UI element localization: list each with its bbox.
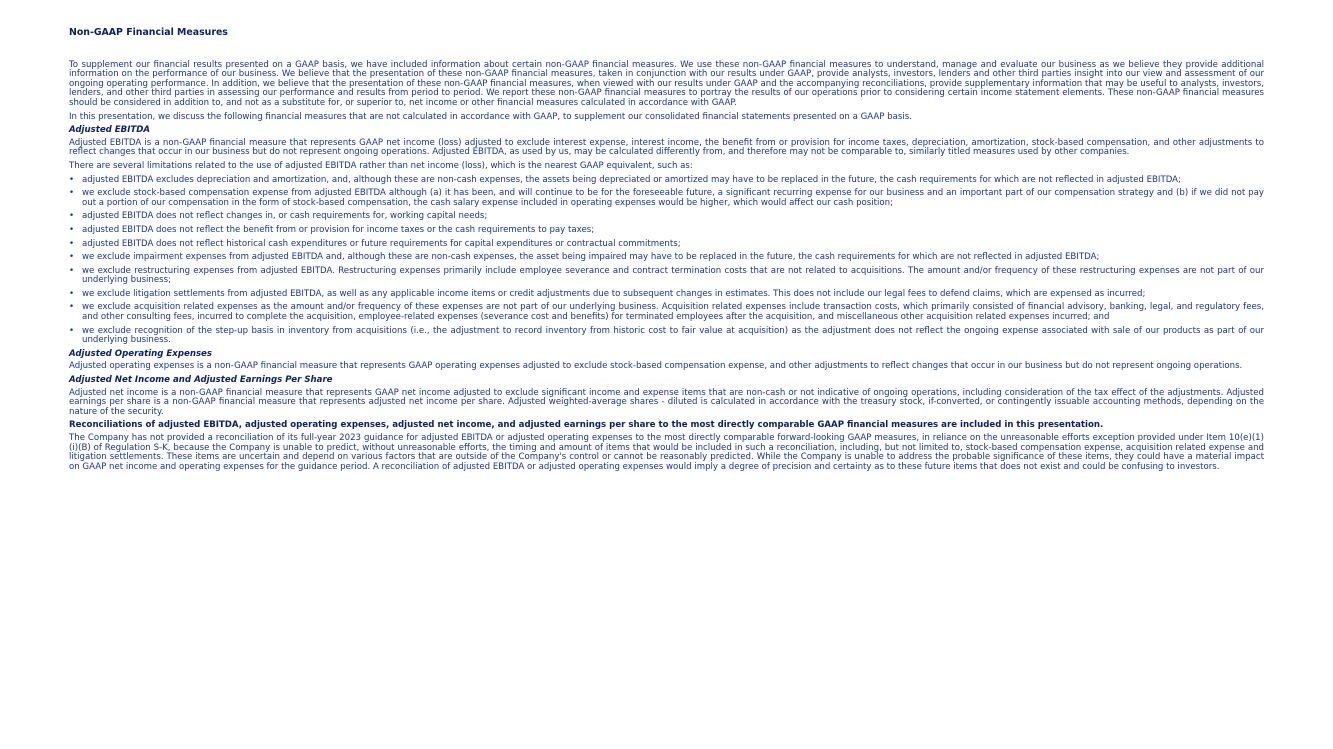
ebitda-limitations-intro: There are several limitations related to the use of adjusted EBITDA rather than net income (loss), which is the nearest GAAP equivalent, such as:	[69, 160, 693, 171]
guidance-paragraph: The Company has not provided a reconciliation of its full-year 2023 guidance for adjusted EBITDA or adjusted operating expenses to the most directly comparable forward-looking GAAP measures, in reliance on the unreasonable efforts exception provided under Item 10(e)(1)(i)(B) of Regulation S-K, because the Company is unable to predict, without unreasonable efforts, the timing and amount of items that would be included in such a reconciliation, including, but not limited to, stock-based compensation expense, acquisition related expense and litigation settlements. These items are uncertain and depend on various factors that are outside of the Company's control or cannot be reasonably predicted. While the Company is unable to address the probable significance of these items, they could have a material impact on GAAP net income and operating expenses for the guidance period. A reconciliation of adjusted EBITDA or adjusted operating expenses would imply a degree of precision and certainty as to these future items that does not exist and could be confusing to investors.	[69, 433, 1264, 472]
page-title: Non-GAAP Financial Measures	[69, 27, 228, 38]
list-item: • we exclude acquisition related expenses as the amount and/or frequency of these expenses are not part of our underlying business. Acquisition related expenses include transaction costs, which primarily consisted of financial advisory, banking, legal, and regulatory fees, and other consulting fees, incurred to complete the acquisition, employee-related expenses (severance cost and benefits) for terminated employees after the acquisition, and miscellaneous other acquisition related expenses incurred; and	[69, 303, 1264, 322]
list-item: • adjusted EBITDA does not reflect changes in, or cash requirements for, working capital needs;	[69, 212, 1264, 222]
ebitda-limitations-list	[69, 176, 1264, 346]
document-page	[69, 28, 1264, 476]
net-income-definition: Adjusted net income is a non-GAAP financial measure that represents GAAP net income adjusted to exclude significant income and expense items that are non-cash or not indicative of ongoing operations, including consideration of the tax effect of the adjustments. Adjusted earnings per share is a non-GAAP financial measure that represents adjusted net income per share. Adjusted weighted-average shares - diluted is calculated in accordance with the treasury stock, if-converted, or contingently issuable accounting methods, depending on the nature of the security.	[69, 387, 1264, 417]
intro-paragraph: To supplement our financial results presented on a GAAP basis, we have included information about certain non-GAAP financial measures. We use these non-GAAP financial measures to understand, manage and evaluate our business as we believe they provide additional information on the performance of our business. We believe that the presentation of these non-GAAP financial measures, taken in conjunction with our results under GAAP, provide analysts, investors, lenders and other third parties insight into our view and assessment of our ongoing operating performance. In addition, we believe that the presentation of these non-GAAP financial measures, when viewed with our results under GAAP and the accompanying reconciliations, provide supplementary information that may be useful to analysts, investors, lenders, and other third parties in assessing our performance and results from period to period. We report these non-GAAP financial measures to portray the results of our operations prior to considering certain income statement elements. These non-GAAP financial measures should be considered in addition to, and not as a substitute for, or superior to, net income or other financial measures calculated in accordance with GAAP.	[69, 59, 1264, 108]
reconciliation-statement: Reconciliations of adjusted EBITDA, adjusted operating expenses, adjusted net income, and adjusted earnings per share to the most directly comparable GAAP financial measures are included in this presentation.	[69, 420, 1104, 431]
list-item: • we exclude litigation settlements from adjusted EBITDA, as well as any applicable income items or credit adjustments due to subsequent changes in estimates. This does not include our legal fees to defend claims, which are expensed as incurred;	[69, 290, 1264, 300]
list-item: • we exclude stock-based compensation expense from adjusted EBITDA although (a) it has been, and will continue to be for the foreseeable future, a significant recurring expense for our business and an important part of our compensation strategy and (b) if we did not pay out a portion of our compensation in the form of stock-based compensation, the cash salary expense included in operating expenses would be higher, which would affect our cash position;	[69, 189, 1264, 208]
list-item: • we exclude restructuring expenses from adjusted EBITDA. Restructuring expenses primarily include employee severance and contract termination costs that are not related to acquisitions. The amount and/or frequency of these restructuring expenses are not part of our underlying business;	[69, 267, 1264, 286]
section-heading-adjusted-net-income: Adjusted Net Income and Adjusted Earnings Per Share	[69, 375, 333, 386]
section-heading-adjusted-ebitda: Adjusted EBITDA	[69, 125, 151, 136]
list-item: • adjusted EBITDA does not reflect the benefit from or provision for income taxes or the cash requirements to pay taxes;	[69, 226, 1264, 236]
list-item: • adjusted EBITDA excludes depreciation and amortization, and, although these are non-cash expenses, the assets being depreciated or amortized may have to be replaced in the future, the cash requirements for which are not reflected in adjusted EBITDA;	[69, 176, 1264, 186]
list-item: • we exclude impairment expenses from adjusted EBITDA and, although these are non-cash expenses, the asset being impaired may have to be replaced in the future, the cash requirements for which are not reflected in adjusted EBITDA;	[69, 253, 1264, 263]
opex-definition: Adjusted operating expenses is a non-GAAP financial measure that represents GAAP operating expenses adjusted to exclude stock-based compensation expense, and other adjustments to reflect changes that occur in our business but do not represent ongoing operations.	[69, 361, 1243, 372]
intro-paragraph: In this presentation, we discuss the following financial measures that are not calculated in accordance with GAAP, to supplement our consolidated financial statements presented on a GAAP basis.	[69, 111, 912, 122]
ebitda-definition: Adjusted EBITDA is a non-GAAP financial measure that represents GAAP net income (loss) adjusted to exclude interest expense, interest income, the benefit from or provision for income taxes, depreciation, amortization, stock-based compensation, and other adjustments to reflect changes that occur in our business but do not represent ongoing operations. Adjusted EBITDA, as used by us, may be calculated differently from, and therefore may not be comparable to, similarly titled measures used by other companies.	[69, 137, 1264, 158]
list-item: • adjusted EBITDA does not reflect historical cash expenditures or future requirements for capital expenditures or contractual commitments;	[69, 240, 1264, 250]
section-heading-adjusted-operating-expenses: Adjusted Operating Expenses	[69, 348, 213, 359]
list-item: • we exclude recognition of the step-up basis in inventory from acquisitions (i.e., the adjustment to record inventory from historic cost to fair value at acquisition) as the adjustment does not reflect the ongoing expense associated with sale of our products as part of our underlying business.	[69, 327, 1264, 346]
